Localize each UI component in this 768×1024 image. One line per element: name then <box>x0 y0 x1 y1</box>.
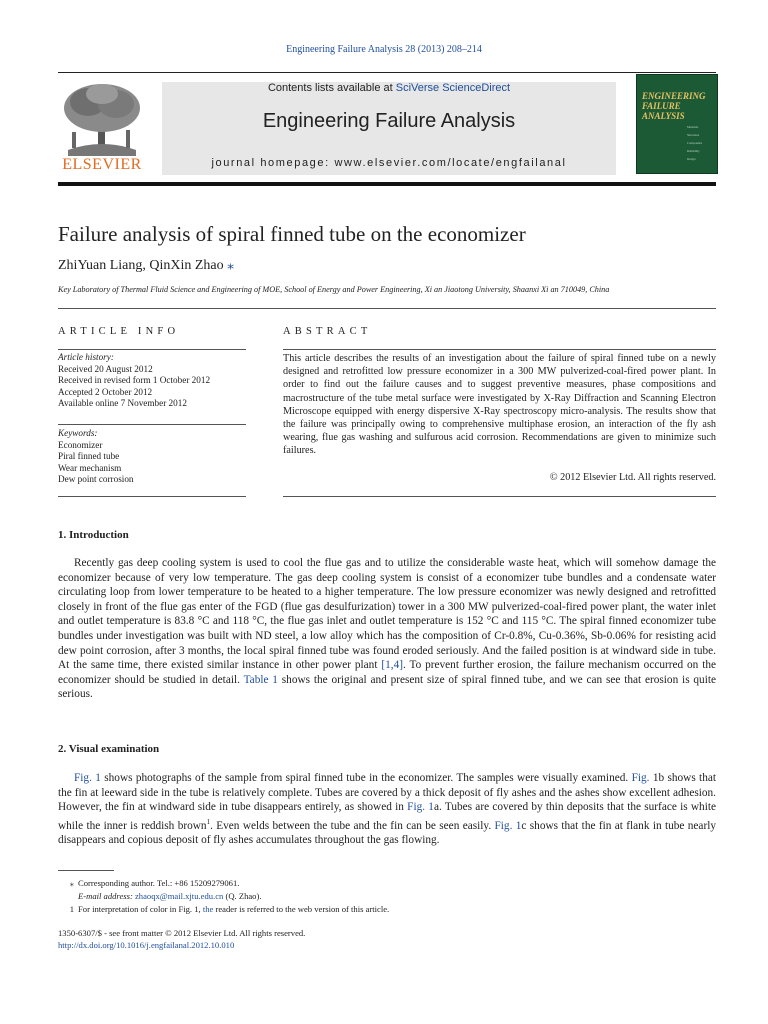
contents-prefix: Contents lists available at <box>267 82 396 94</box>
email-link[interactable]: zhaoqx@mail.xjtu.edu.cn <box>134 891 224 901</box>
doi-link[interactable]: http://dx.doi.org/10.1016/j.engfailanal.2012.10.010 <box>58 940 235 950</box>
cover-line: Structures <box>687 133 700 137</box>
authors: ZhiYuan Liang, QinXin Zhao <box>58 258 224 273</box>
cover-line: Materials <box>687 125 699 129</box>
section-paragraph <box>58 771 716 848</box>
text-run: shows photographs of the sample from spiral finned tube in the economizer. The samples were visually examined. <box>100 772 632 784</box>
text-run: a. Tubes are covered by thin deposits that the surface is white while the inner is reddish brown <box>58 801 716 832</box>
figure-link[interactable]: Fig. 1 <box>74 772 101 784</box>
divider <box>283 349 716 350</box>
history-item: Received in revised form 1 October 2012 <box>58 375 211 386</box>
footnote-text: For interpretation of color in Fig. 1, <box>78 904 203 914</box>
figure-link[interactable]: Fig. <box>631 772 650 784</box>
footnote-marker: ⁎ <box>69 878 74 888</box>
article-info-heading: ARTICLE INFO <box>58 326 180 337</box>
author-list <box>58 257 234 274</box>
homepage-url[interactable]: www.elsevier.com/locate/engfailanal <box>334 157 567 169</box>
section-paragraph <box>58 556 716 702</box>
keywords-label: Keywords: <box>58 428 98 438</box>
section-heading: 1. Introduction <box>58 529 129 541</box>
keyword: Wear mechanism <box>58 462 122 473</box>
journal-masthead <box>162 82 616 175</box>
text-run: shows the original and present size of spiral finned tube, and we can see that erosion is quite serious. <box>58 673 716 701</box>
publisher-name: ELSEVIER <box>62 156 142 173</box>
article-history <box>58 352 246 410</box>
journal-citation[interactable]: Engineering Failure Analysis 28 (2013) 208–214 <box>286 44 482 55</box>
footnote-marker: 1 <box>69 904 74 914</box>
journal-homepage <box>162 157 616 169</box>
history-item: Received 20 August 2012 <box>58 363 153 374</box>
abstract-text: This article describes the results of an investigation about the failure of spiral finned tube on a newly designed and retrofitted low pressure economizer in a 300 MW pulverized-coal-fired power plant. In order to find out the failure causes and to suggest preventive measures, phase compositions and macrostructure of the tube metal surface were investigated by X-Ray Diffraction and Scanning Electron Microscope equipped with energy dispersive X-Ray spectroscopy micro-analysis. The results show that the failure was principally owing to comprehensive multiphase erosion, an interaction of the fly ash wearing, flue gas washing and sulfurous acid corrosion. Recommendations are given to minimize such failures. <box>283 353 716 457</box>
text-run: c shows that the fin at flank in tube nearly disappears and copious deposit of fly ashes accumulates throughout the gas flowing. <box>58 819 716 847</box>
table-link[interactable]: Table 1 <box>243 673 278 686</box>
keyword: Piral finned tube <box>58 451 120 462</box>
keyword: Economizer <box>58 439 103 450</box>
footnote-color <box>58 904 716 914</box>
history-item: Accepted 2 October 2012 <box>58 386 153 397</box>
divider <box>283 496 716 497</box>
footnote-text: Corresponding author. Tel.: +86 15209279061. <box>78 878 240 888</box>
abstract-copyright: © 2012 Elsevier Ltd. All rights reserved. <box>549 472 716 483</box>
section-heading: 2. Visual examination <box>58 743 160 755</box>
sciencedirect-link[interactable]: SciVerse ScienceDirect <box>395 82 511 94</box>
keyword: Dew point corrosion <box>58 474 134 485</box>
issn-line: 1350-6307/$ - see front matter © 2012 Elsevier Ltd. All rights reserved. <box>58 928 306 938</box>
footnote-email <box>58 891 736 901</box>
divider <box>58 308 716 309</box>
cover-title-line: ENGINEERING <box>642 91 706 101</box>
text-run: . Even welds between the tube and the fin can be seen easily. <box>210 819 495 832</box>
cover-line: Components <box>687 141 703 145</box>
history-label: Article history: <box>58 352 114 362</box>
journal-title: Engineering Failure Analysis <box>262 110 516 132</box>
text-run: Recently gas deep cooling system is used to cool the flue gas and to utilize the considerable waste heat, which will somehow damage the economizer because of very low temperature. The gas deep cooling system is consist of a economizer tube bundles and a condensate water circulating loop from lower temperature to be heated to a higher temperature. The low pressure economizer was newly designed and retrofitted closely in front of the flue gas enter of the FGD (flue gas desulfurization) tower in a 300 MW pulverized-coal-fired power plant, the water inlet and outlet temperature is 83.8 °C and 118 °C, the flue gas inlet and outlet temperature is 152 °C and 115 °C. The spiral finned economizer tube bundles under investigation was built with ND steel, a low alloy which has the composition of Cr-0.8%, Cu-0.36%, Sb-0.06% for resisting acid dew point corrosion, after 3 months, the local spiral finned tube was found eroded seriously. And the failed position is at windward side in tube. At the same time, there existed similar instance in other power plant <box>58 557 716 672</box>
footnote-link[interactable]: the <box>202 904 214 914</box>
journal-cover <box>636 74 718 174</box>
reference-link[interactable]: [1,4] <box>381 659 403 672</box>
text-run: . To prevent further erosion, the failure mechanism occurred on the economizer should be studied in detail. <box>58 659 716 686</box>
figure-link[interactable]: Fig. 1 <box>407 801 434 814</box>
history-item: Available online 7 November 2012 <box>58 398 187 409</box>
cover-line: Reliability <box>687 149 700 153</box>
divider <box>58 349 246 350</box>
figure-link[interactable]: Fig. 1 <box>494 819 522 832</box>
cover-title-line: ANALYSIS <box>642 111 685 121</box>
masthead-rule <box>58 182 716 186</box>
contents-line <box>162 82 616 94</box>
affiliation: Key Laboratory of Thermal Fluid Science and Engineering of MOE, School of Energy and Power Engineering, Xi an Jiaotong University, Shaanxi Xi an 710049, China <box>58 285 610 294</box>
email-label: E-mail address: <box>78 891 135 901</box>
abstract-heading: ABSTRACT <box>283 326 372 337</box>
divider <box>58 424 246 425</box>
header-rule <box>58 72 716 73</box>
cover-title-line: FAILURE <box>642 101 681 111</box>
keywords <box>58 428 246 486</box>
text-run: 1b shows that the fin at leeward side in the tube is relatively complete. Tubes are covered by a thick deposit of fly ashes and the ashes show excellent adhesion. However, the fin at windward side in tube disappears entirely, as showed in <box>58 772 717 814</box>
homepage-prefix: journal homepage: <box>211 157 335 169</box>
elsevier-logo <box>58 80 146 174</box>
footnote-text: reader is referred to the web version of this article. <box>213 904 390 914</box>
footnote-rule <box>58 870 114 871</box>
footnote-corresponding <box>58 878 716 889</box>
article-title: Failure analysis of spiral finned tube on the economizer <box>58 222 526 246</box>
cover-line: Design <box>687 157 696 161</box>
divider <box>58 496 246 497</box>
footnote-text: (Q. Zhao). <box>223 891 262 901</box>
cover-title <box>642 91 706 121</box>
corresponding-author-mark[interactable]: ⁎ <box>227 258 235 273</box>
footnote-mark[interactable]: 1 <box>206 817 211 826</box>
